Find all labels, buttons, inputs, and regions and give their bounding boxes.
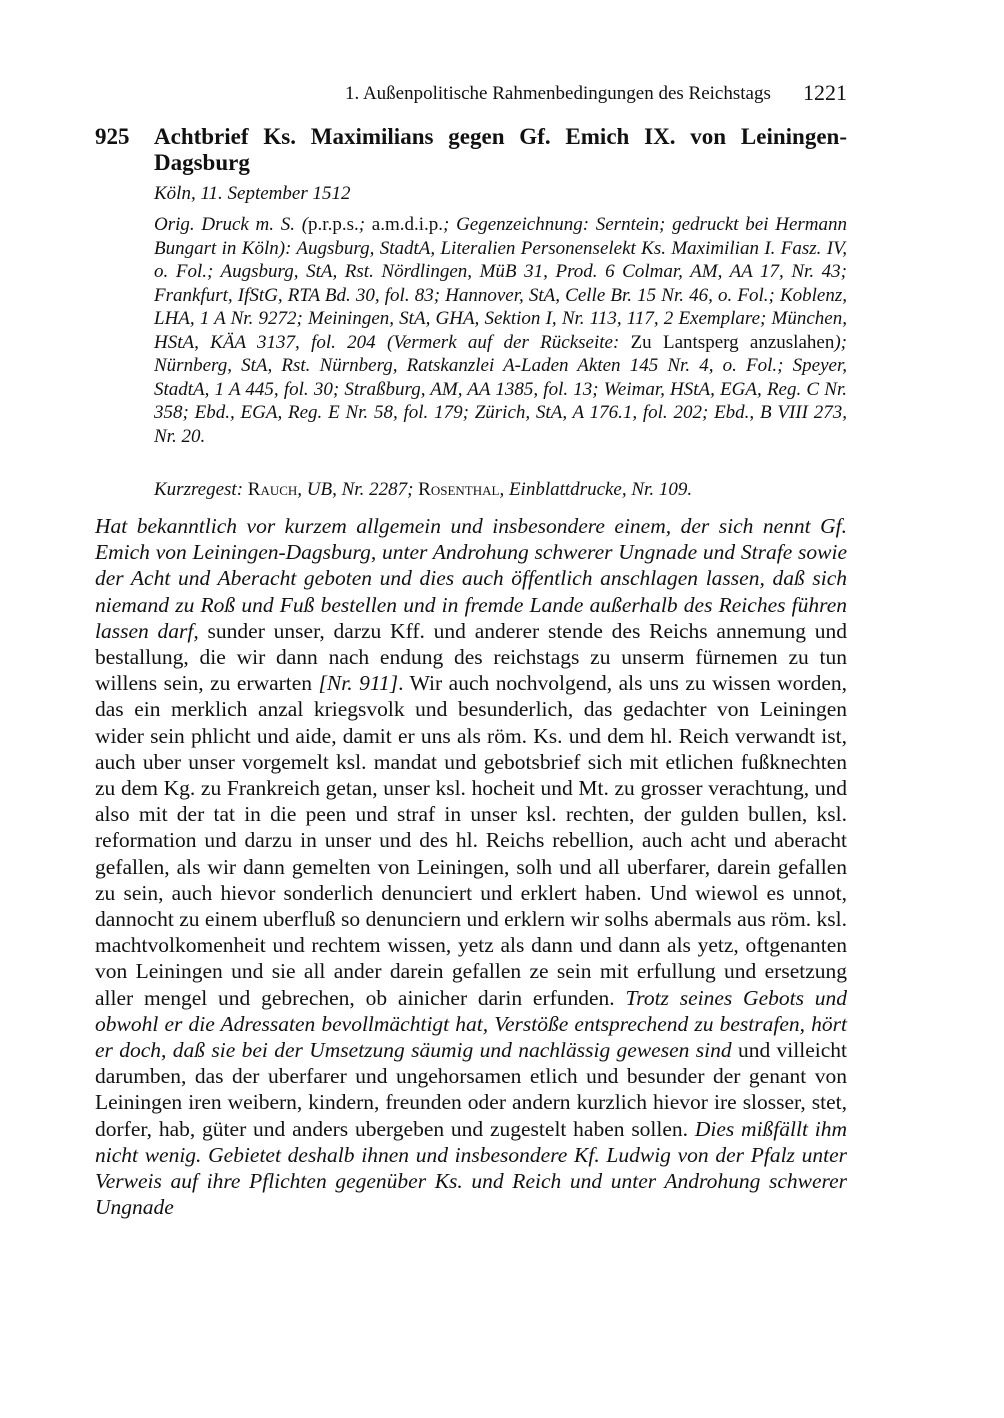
source-segment: ; — [358, 214, 372, 235]
body-summary-segment: Trotz seines Gebots und obwohl er die Adressaten bevollmächtigt hat, Verstöße entsprechend zu bestrafen, hört er doch, daß sie bei der Umsetzung säumig und nachlässig gewesen sind — [95, 985, 847, 1063]
body-summary-segment: Hat bekanntlich vor kurzem allgemein und insbesondere einem, der sich nennt Gf. Emich von Leiningen-Dagsburg, unter Androhung schwerer Ungnade und Strafe sowie der Acht und Aberacht geboten und dies auch öffentlich anschlagen lassen, daß sich niemand zu Roß und Fuß bestellen und in fremde Lande außerhalb des Reiches führen lassen darf, — [95, 514, 847, 643]
body-quote-segment: und villeicht darumben, das der uberfarer und ungehorsamen etlich und besunder der genant von Leiningen iren weibern, kindern, freunden oder andern kurzlich hievor ire slosser, stet, dorfer, hab, güter und anders ubergeben und zugestelt haben sollen. — [95, 1038, 848, 1141]
regest-segment: , UB, Nr. 2287; — [297, 479, 419, 500]
body-quote-segment: . Wir auch nochvolgend, als uns zu wissen worden, das ein merklich anzal kriegsvolk und besunderlich, das gedachter von Leiningen wider sein phlicht und aide, damit er uns als röm. Ks. und dem hl. Reich verwandt ist, auch uber unser vorgemelt ksl. mandat und gebotsbrief sich mit etlichen fußknechten zu dem Kg. zu Frankreich getan, unser ksl. hocheit und Mt. zu grosser verachtung, und also mit der tat in die peen und straf in unser ksl. rechten, der gulden bullen, ksl. reformation und darzu in unser und des hl. Reichs rebellion, auch acht und aberacht gefallen, als wir dann gemelten von Leiningen, solh und all uberfarer, darein gefallen zu sein, auch hievor sonderlich denunciert und erklert haben. Und wiewol es unnot, dannocht zu einem uberfluß so denunciern und erklern wir solhs abermals aus röm. ksl. machtvolkomenheit und rechtem wissen, yetz als dann und dann als yetz, oftgenanten von Leiningen und sie all ander darein gefallen ze sein mit erfullung und ersetzung aller mengel und gebrechen, ob ainicher darin erfunden. — [95, 671, 847, 1010]
entry-title: Achtbrief Ks. Maximilians gegen Gf. Emich IX. von Leiningen-Dagsburg — [154, 124, 847, 175]
entry-number: 925 — [95, 124, 130, 149]
regest-segment: Kurzregest: — [154, 479, 248, 500]
source-segment: Zu Lantsperg anzuslahen — [630, 331, 835, 353]
source-segment: ; Gegenzeichnung: Serntein; gedruckt bei Hermann Bungart in Köln): Augsburg, StadtA, Literalien Personenselekt Ks. Maximilian I. Fasz. IV, o. Fol.; Augsburg, StA, Rst. Nördlingen, MüB 31, Prod. 6 Colmar, AM, AA 17, Nr. 43; Frankfurt, IfStG, RTA Bd. 30, fol. 83; Hannover, StA, Celle Br. 15 Nr. 46, o. Fol.; Koblenz, LHA, 1 A Nr. 9272; Meiningen, StA, GHA, Sektion I, Nr. 113, 117, 2 Exemplare; München, HStA, KÄA 3137, fol. 204 (Vermerk auf der Rückseite: — [154, 214, 847, 353]
entry-heading — [95, 124, 847, 176]
source-segment: ); Nürnberg, StA, Rst. Nürnberg, Ratskanzlei A-Laden Akten 145 Nr. 4, o. Fol.; Speyer, StadtA, 1 A 445, fol. 30; Straßburg, AM, AA 1385, fol. 13; Weimar, HStA, EGA, Reg. C Nr. 358; Ebd., EGA, Reg. E Nr. 58, fol. 179; Zürich, StA, A 176.1, fol. 202; Ebd., B VIII 273, Nr. 20. — [154, 331, 847, 447]
body-quote-segment: sunder unser, darzu Kff. und anderer stende des Reichs annemung und bestallung, die wir dann nach endung des reichstags zu unserm fürnemen zu tun willens sein, zu erwarten — [95, 618, 848, 696]
running-title: 1. Außenpolitische Rahmenbedingungen des Reichstags — [345, 83, 771, 104]
cross-reference: [Nr. 911] — [318, 671, 399, 696]
place-date: Köln, 11. September 1512 — [154, 183, 351, 204]
regest-author: Rosenthal — [418, 479, 500, 500]
source-segment: Orig. Druck m. S. ( — [154, 214, 309, 235]
regest-segment: , Einblattdrucke, Nr. 109. — [499, 479, 693, 500]
running-header — [95, 80, 847, 110]
regest-author: Rauch — [247, 479, 298, 500]
short-regest — [154, 478, 847, 502]
source-apparatus — [154, 213, 847, 448]
source-segment: p.r.p.s. — [308, 214, 359, 235]
body-summary-segment: Dies mißfällt ihm nicht wenig. Gebietet deshalb ihnen und insbesondere Kf. Ludwig von der Pfalz unter Verweis auf ihre Pflichten gegenüber Ks. und Reich und unter Androhung schwerer Ungnade — [95, 1116, 847, 1220]
page-number: 1221 — [803, 80, 847, 105]
document-body — [95, 513, 847, 1220]
source-segment: a.m.d.i.p. — [371, 214, 444, 235]
